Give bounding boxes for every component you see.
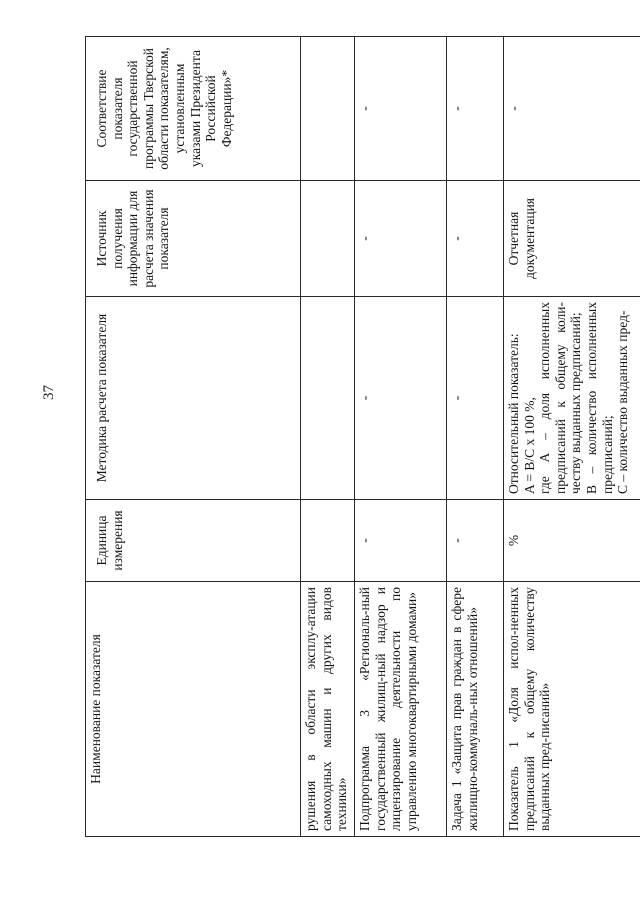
cell-unit <box>301 500 355 582</box>
header-information-source: Источник получения информации для расчета значения показателя <box>86 181 301 297</box>
cell-indicator-name: рушения в области эксплу-атации самоходных машин и других видов техники» <box>301 582 355 837</box>
method-line: где A – доля исполненных предписаний к общему коли-честву выданных предписаний; <box>537 302 584 494</box>
cell-correspondence: - <box>504 37 640 181</box>
cell-information-source: - <box>447 181 504 297</box>
cell-indicator-name: Показатель 1 «Доля испол-ненных предписаний к общему количеству выданных пред-писаний» <box>504 582 640 837</box>
indicator-table <box>85 36 640 837</box>
cell-unit: - <box>355 500 447 582</box>
cell-calculation-method <box>504 297 640 500</box>
page-number: 37 <box>41 385 57 400</box>
header-row <box>86 37 301 837</box>
cell-correspondence: - <box>355 37 447 181</box>
table-row <box>301 37 355 837</box>
cell-information-source: - <box>355 181 447 297</box>
header-calculation-method: Методика расчета показателя <box>86 297 301 500</box>
method-line: Относительный показатель: <box>506 333 521 494</box>
header-presidential-decree-correspondence: Соответствие показателя государственной программы Тверской области показателям, установленным указами Президента Российской Федерации»* <box>86 37 301 181</box>
table-row <box>447 37 504 837</box>
cell-calculation-method: - <box>355 297 447 500</box>
method-formula: A = B/C x 100 %, <box>521 397 537 494</box>
method-line: B – количество исполненных предписаний; <box>583 302 615 494</box>
cell-unit: % <box>504 500 640 582</box>
cell-indicator-name: Подпрограмма 3 «Региональ-ный государственный жилищ-ный надзор и лицензирование деятельности по управлению многоквартирными домами» <box>355 582 447 837</box>
cell-correspondence: - <box>447 37 504 181</box>
cell-unit: - <box>447 500 504 582</box>
cell-correspondence <box>301 37 355 181</box>
cell-information-source: Отчетная документация <box>504 181 640 297</box>
header-indicator-name: Наименование показателя <box>86 582 301 837</box>
cell-calculation-method: - <box>447 297 504 500</box>
table-row <box>355 37 447 837</box>
cell-calculation-method <box>301 297 355 500</box>
header-unit: Единица измерения <box>86 500 301 582</box>
cell-indicator-name: Задача 1 «Защита прав граждан в сфере жилищно-коммуналь-ных отношений» <box>447 582 504 837</box>
table-row <box>504 37 640 837</box>
rotated-table-page <box>85 37 640 837</box>
cell-information-source <box>301 181 355 297</box>
method-line: C – количество выданных пред- <box>615 310 631 494</box>
